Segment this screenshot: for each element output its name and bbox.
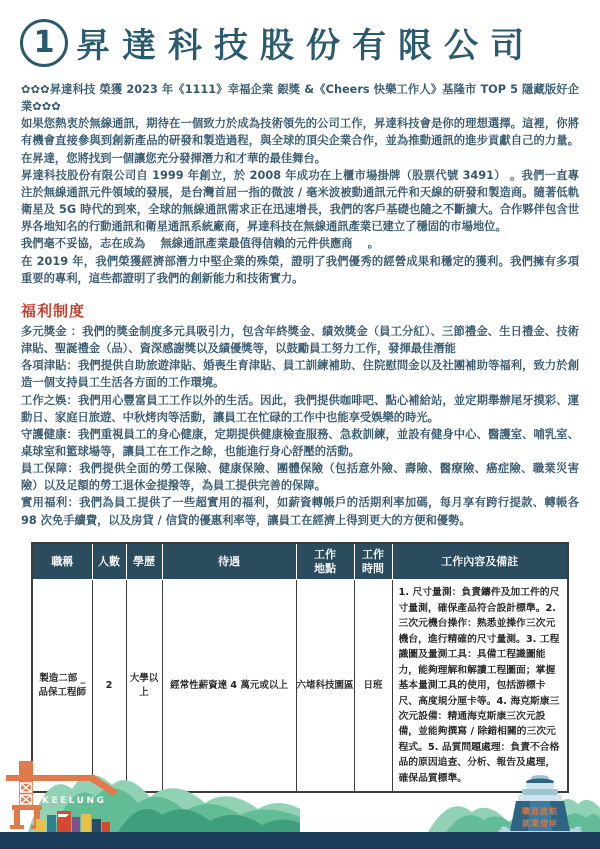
intro-paragraph: 如果您熱衷於無線通訊，期待在一個致力於成為技術領先的公司工作，昇達科技會是你的理想選擇。這裡，你將有機會直接參與到創新產品的研發和製造過程，與全球的頂尖企業合作，並為推動通訊的進步貢獻自己的力量。在昇達，您將找到一個讓您充分發揮潛力和才華的最佳舞台。 [21, 117, 579, 165]
intro-paragraph: 我們毫不妥協，志在成為 無線通訊產業最值得信賴的元件供應商 。 [21, 237, 380, 251]
keelung-label: KEELUNG [42, 796, 107, 806]
col-header-description: 工作內容及備註 [392, 543, 568, 580]
cell-education: 大學以上 [126, 580, 162, 793]
keelung-harbor-illustration [0, 753, 300, 832]
col-header-location: 工作地點 [296, 543, 354, 580]
intro-paragraph: 昇達科技股份有限公司自 1999 年創立，於 2008 年成功在上櫃市場掛牌（股票代號 3491） 。我們一直專注於無線通訊元件領域的發展，是台灣首屈一指的微波 / 毫米波被動通訊元件和天線的研發和製造商。隨著低軌衛星及 5G 時代的到來，全球的無線通訊需求正在迅速增長，我們的客戶基礎也隨之不斷擴大。合作夥伴包含世界各地知名的行動通訊和衛星通訊系統廠商，昇達科技在無線通訊產業已建立了穩固的市場地位。 [21, 168, 579, 234]
ship-slogan-line2: 就業登岸 [522, 819, 558, 828]
cell-headcount: 2 [92, 580, 126, 793]
award-line: ✿✿✿昇達科技 榮獲 2023 年《1111》幸福企業 銀獎 &《Cheers 快樂工作人》基隆市 TOP 5 隱藏版好企業✿✿✿ [21, 83, 579, 114]
welfare-item: 多元獎金 ：我們的獎金制度多元具吸引力，包含年終獎金、績效獎金（員工分紅）、三節禮金、生日禮金、技術津貼、聖誕禮金（品）、資深感謝獎以及績優獎等，以鼓勵員工努力工作，發揮最佳潛能 [21, 324, 579, 356]
col-header-headcount: 人數 [92, 543, 126, 580]
cell-salary: 經常性薪資達 4 萬元或以上 [162, 580, 296, 793]
cell-shift: 日班 [354, 580, 392, 793]
col-header-salary: 待遇 [162, 543, 296, 580]
col-header-education: 學歷 [126, 543, 162, 580]
cell-job-description: 1. 尺寸量測：負責鑄件及加工件的尺寸量測，確保產品符合設計標準。2. 三次元機台操作：熟悉並操作三次元機台，進行精確的尺寸量測。3. 工程識圖及量測工具：具備工程識圖能力，能夠理解和解讀工程圖面；掌握基本量測工具的使用，包括游標卡尺、高度規分厘卡等。4. 海克斯康三次元設備：精通海克斯康三次元設備，並能夠撰寫 / 除錯相關的三次元程式。5. 品質問題處理：負責不合格品的原因追查、分析、報告及處理，確保品質標準。 [392, 580, 568, 793]
welfare-item: 實用福利：我們為員工提供了一些超實用的福利，如薪資轉帳戶的活期利率加碼，每月享有跨行提款、轉帳各 98 次免手續費，以及房貸 / 信貸的優惠利率等，讓員工在經濟上得到更大的方便和優勢。 [21, 496, 579, 527]
header [0, 0, 600, 67]
cell-job-title: 製造二部 _ 品保工程師 [32, 580, 92, 793]
company-title: 昇達科技股份有限公司 [76, 26, 536, 66]
intro-section [21, 81, 579, 287]
cell-location: 六堵科技園區 [296, 580, 354, 793]
welfare-item: 員工保障：我們提供全面的勞工保險、健康保險、團體保險（包括意外險、壽險、醫療險、癌症險、職業災害險）以及足額的勞工退休金提撥等，為員工提供完善的保障。 [21, 462, 579, 493]
number-badge: 1 [20, 19, 68, 67]
welfare-item: 工作之娛：我們用心豐富員工工作以外的生活。因此，我們提供咖啡吧、點心補給站，並定期舉辦尾牙摸彩、運動日、家庭日旅遊、中秋烤肉等活動，讓員工在忙碌的工作中也能享受娛樂的時光。 [21, 393, 579, 424]
welfare-item: 各項津貼：我們提供自助旅遊津貼、婚喪生育津貼、員工訓練補助、住院慰問金以及社團補助等福利，致力於創造一個支持員工生活各方面的工作環境。 [21, 359, 579, 390]
ship-illustration [350, 770, 600, 832]
col-header-job-title: 職稱 [32, 543, 92, 580]
col-header-shift: 工作時間 [354, 543, 392, 580]
welfare-item: 守護健康：我們重視員工的身心健康，定期提供健康檢查服務、急救訓練，並設有健身中心、醫護室、哺乳室、桌球室和籃球場等，讓員工在工作之餘，也能進行身心舒壓的活動。 [21, 427, 579, 458]
intro-paragraph: 在 2019 年，我們榮獲經濟部潛力中堅企業的殊榮，證明了我們優秀的經營成果和穩定的獲利。我們擁有多項重要的專利，這些都證明了我們的創新能力和技術實力。 [21, 254, 579, 285]
job-table-header-row [32, 543, 568, 580]
footer-bar [0, 832, 600, 849]
welfare-heading: 福利制度 [21, 301, 86, 320]
ship-slogan-line1: 職涯啟航 [522, 807, 558, 816]
welfare-section [21, 323, 579, 529]
